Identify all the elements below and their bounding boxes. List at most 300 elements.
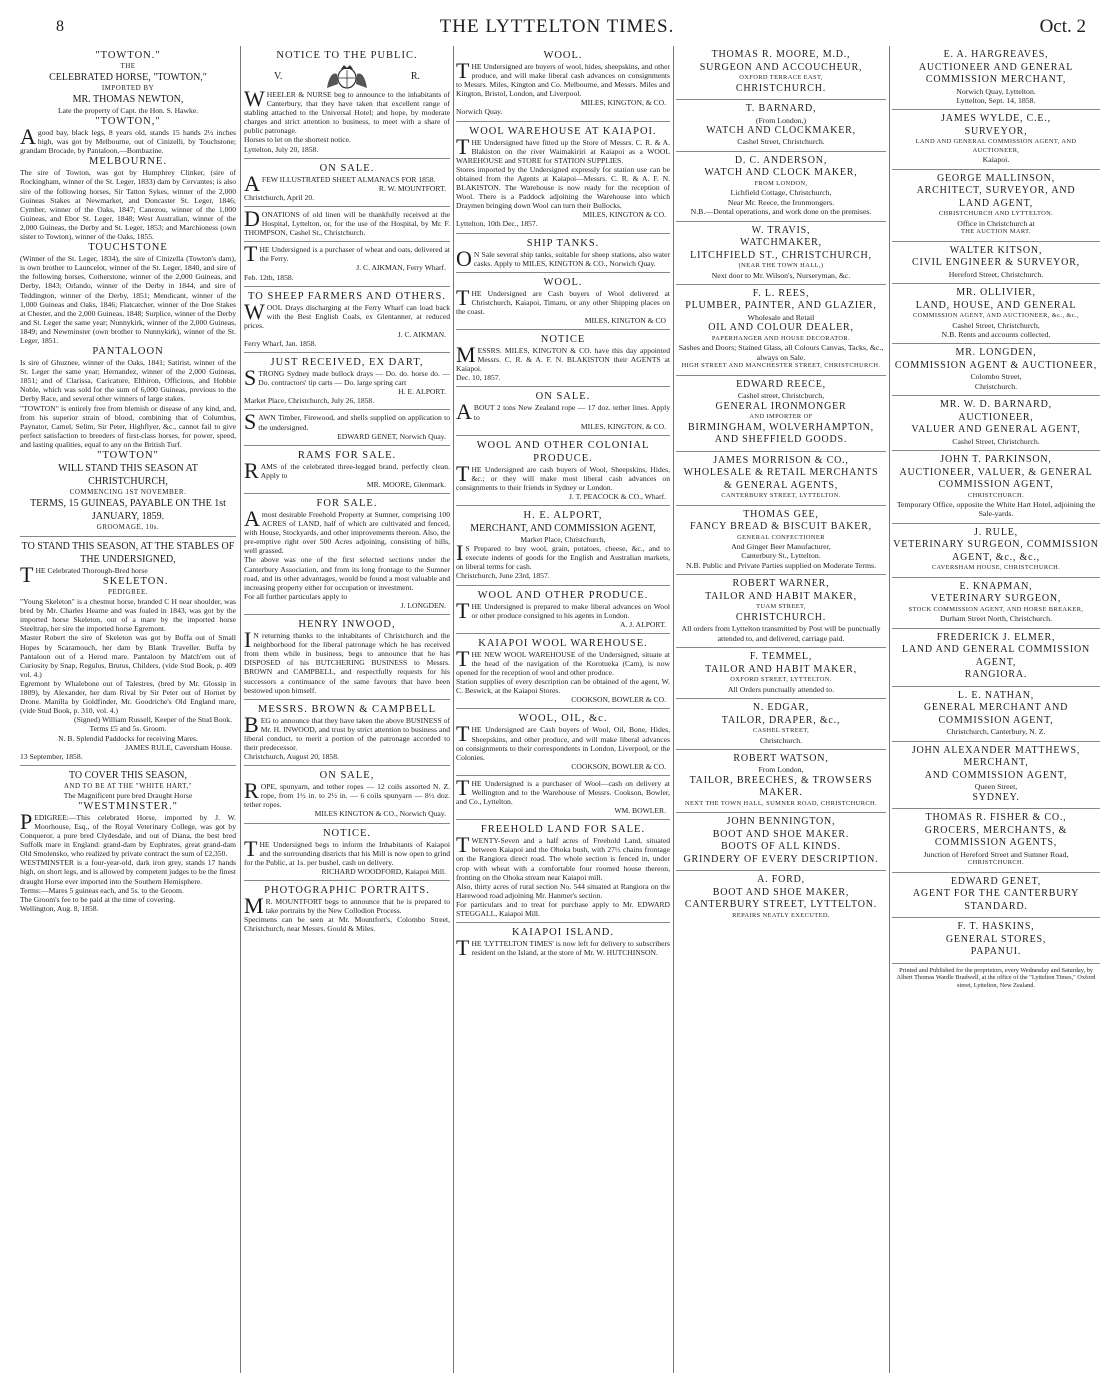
advertisement [456, 234, 670, 273]
body-paragraph: Lyttelton, 10th Dec., 1857. [456, 219, 538, 229]
ad-lead-paragraph: THE Undersigned have fitted up the Store of Messrs. C. R. & A. Blakiston on the river Waimakiriri at Kaiapoi as a WOOL WAREHOUSE and STORE for STATION SUPPLIES. [456, 133, 670, 165]
ad-heading: ON SALE. [319, 162, 375, 174]
advertisement [456, 387, 670, 435]
advertisement [244, 46, 450, 159]
ad-lead-paragraph: THE 'LYTTELTON TIMES' is now left for delivery to subscribers resident on the Island, at the store of Mr. W. HUTCHINSON. [456, 935, 670, 961]
card-heading-line: ROBERT WARNER, [732, 578, 830, 590]
directory-card [892, 284, 1100, 344]
advertisement [456, 330, 670, 387]
card-heading-line: CHRISTCHURCH. [735, 82, 827, 94]
directory-card [676, 222, 886, 285]
card-heading-line: JAMES MORRISON & CO., [713, 454, 849, 466]
card-heading-line: WATCH AND CLOCK MAKER, [704, 167, 858, 179]
card-heading-line: RANGIORA. [964, 669, 1028, 681]
card-heading-line: AGENT, [975, 656, 1017, 668]
card-heading-line: F. L. REES, [752, 287, 810, 299]
card-heading-line: ARCHITECT, SURVEYOR, AND [916, 185, 1076, 197]
ad-lead-paragraph: AFEW ILLUSTRATED SHEET ALMANACS FOR 1858. [244, 170, 436, 196]
card-heading-line: TAILOR AND HABIT MAKER, [705, 590, 857, 602]
ad-heading: KAIAPOI WOOL WAREHOUSE. [478, 637, 648, 649]
small-caps-line: COMMENCING 1ST NOVEMBER. [69, 488, 187, 496]
card-heading-line: LAND AND GENERAL COMMISSION [901, 644, 1091, 656]
ad-heading: NOTICE. [322, 827, 372, 839]
card-text-line: Cashel Street, Christchurch. [952, 436, 1040, 446]
card-text-line: Canterbury St., Lyttelton. [741, 551, 821, 561]
ad-heading: "TOWTON." [95, 50, 161, 61]
advertisement [456, 820, 670, 923]
ad-heading: "TOWTON" [97, 450, 159, 461]
directory-card [676, 100, 886, 152]
card-text-line: Christchurch. [759, 735, 803, 745]
directory-card [892, 809, 1100, 872]
crest-row [244, 62, 450, 90]
card-heading-line: GENERAL STORES, [945, 933, 1047, 945]
crest-right-letter: R. [410, 70, 420, 82]
advertisement [244, 766, 450, 823]
card-heading-line: D. C. ANDERSON, [734, 154, 828, 166]
card-heading-line: FANCY BREAD & BISCUIT BAKER, [690, 521, 872, 533]
body-paragraph: Christchurch, August 20, 1858. [244, 752, 339, 762]
directory-card [892, 578, 1100, 629]
advertisement [244, 159, 450, 207]
ad-heading: JUST RECEIVED, EX DART, [270, 357, 424, 369]
card-small-caps-line: CAVERSHAM HOUSE, CHRISTCHURCH. [931, 564, 1061, 572]
card-text-line: All orders from Lyttelton transmitted by Post will be punctually attended to, and delivered, carriage paid. [681, 624, 881, 643]
advertisement [244, 881, 450, 937]
ad-heading: TO SHEEP FARMERS AND OTHERS. [248, 290, 446, 302]
ad-lead-paragraph: THE Undersigned are Cash buyers of Wool, Oil, Bone, Hides, Sheepskins, and other produce, and will make liberal advances on consignments to their correspondents in London, Liverpool, or the Colonies. [456, 721, 670, 762]
card-heading-line: TAILOR, BREECHES, & TROWSERS MAKER. [689, 774, 873, 799]
advertisement [244, 207, 450, 242]
ad-lead-paragraph: WOOL Drays discharging at the Ferry Wharf can load back with the Best English Coals, ex Glentanner, at reduced prices. [244, 298, 450, 330]
signature-line: J. LONGDEN. [400, 600, 446, 610]
body-paragraph: Stores imported by the Undersigned expressly for station use can be obtained from the Agents at Kaiapoi—Messrs. C. R. & A. F. N. BLAKISTON. The Warehouse is now ready for the reception of Wool. There is a Paddock adjoining the Warehouse into which Draymen bringing down Wool can turn their Bullocks. [456, 164, 670, 211]
signature-line: (Signed) William Russell, Keeper of the Stud Book. [74, 715, 232, 725]
card-text-line: Christchurch. [974, 381, 1018, 391]
ad-lead-paragraph: ROPE, spunyarn, and tether ropes — 12 coils assorted N. Z. rope, from 1½ in. to 2½ in. — 6 coils spunyarn — 8½ doz. tether ropes. [244, 778, 450, 810]
directory-card [892, 451, 1100, 524]
column-rule [673, 46, 674, 1373]
small-caps-line: PEDIGREE. [107, 588, 149, 597]
ad-lead-paragraph: THE Undersigned are cash buyers of Wool, Sheepskins, Hides, &c.; or they will make most liberal cash advances on consignments to their friends in Sydney or London. [456, 460, 670, 492]
card-small-caps-line: COMMISSION AGENT, AND AUCTIONEER, &c., &c., [912, 312, 1079, 320]
card-heading-line: EDWARD REECE, [736, 378, 826, 390]
card-text-line: Cashel Street, Christchurch, [952, 320, 1040, 330]
ad-lead-paragraph: IS Prepared to buy wool, grain, potatoes, cheese, &c., and to execute indents of goods for the English and Australian markets, on liberal terms for cash. [456, 540, 670, 572]
body-paragraph: (Winner of the St. Leger, 1834), the sire of Cinizella (Towton's dam), is own brother to Launcelot, winner of the St. Leger, 1840, and sire of the following horses, Cotherstone, winner of the 2,000 Guineas, and Derby, 1843; Orlando, winner of the Derby in 1844, and sire of Teddington, winner of the Derby, 1851; Mendicant, winner of the 1,000 Guineas and Oaks, 1846; Flatcatcher, winner of the Doe Stakes at Chester, and the 2,000 Guineas, 1848; Surplice, winner of the Derby and St. Leger the same year; Nunnykirk, winner of the 2,000 Guineas, 1849; and Newminster (own brother to Nunnykirk), winner of the St. Leger, 1851. [20, 254, 236, 345]
ad-heading: "WESTMINSTER." [78, 800, 178, 812]
card-heading-line: L. E. NATHAN, [957, 689, 1035, 701]
body-paragraph: "Young Skeleton" is a chestnut horse, branded C H near shoulder, was bred by Mr. Charles Hearne and was foaled in 1843, was got by the imported horse Skeleton, out of a mare by the imported horse Steeltrap, her sire the imported horse Egremont. [20, 597, 236, 634]
signature-line: H. E. ALPORT. [398, 387, 446, 397]
column-5-directory [892, 46, 1100, 1373]
advertisement [456, 273, 670, 330]
ad-lead-paragraph: THE Undersigned is prepared to make liberal advances on Wool or other produce consigned to his agents in London. [456, 597, 670, 623]
card-small-caps-line: CASHEL STREET, [752, 727, 810, 734]
card-heading-line: T. BARNARD, [745, 103, 817, 114]
ad-heading: H. E. ALPORT, [523, 510, 603, 522]
page-header [18, 14, 1096, 40]
ad-heading: SHIP TANKS. [526, 237, 600, 249]
ad-heading: ON SALE. [535, 391, 591, 403]
card-heading-line: GRINDERY OF EVERY DESCRIPTION. [683, 853, 879, 865]
issue-date: Oct. 2 [1039, 16, 1086, 37]
body-paragraph: Also, thirty acres of rural section No. 544 situated at Rangiora on the Harewood road adjoining Mr. Hanmer's section. [456, 881, 670, 900]
centered-note: Market Place, Christchurch, [520, 535, 606, 545]
ad-heading: RAMS FOR SALE. [297, 449, 397, 461]
card-small-caps-line: CHRISTCHURCH AND LYTTELTON. [938, 210, 1054, 218]
card-text-line: Cashel Street, Christchurch. [737, 137, 825, 147]
card-heading-line: F. T. HASKINS, [957, 921, 1035, 932]
crest-left-letter: V. [274, 70, 283, 82]
centered-note: Late the property of Capt. the Hon. S. Hawke. [57, 106, 199, 115]
card-small-caps-line: STOCK COMMISSION AGENT, AND HORSE BREAKER, [908, 605, 1084, 613]
card-text-line: All Orders punctually attended to. [727, 684, 835, 694]
advertisement [456, 46, 670, 122]
page-number: 8 [56, 18, 64, 35]
body-paragraph: Ferry Wharf, Jan. 1858. [244, 338, 317, 348]
directory-card [892, 687, 1100, 742]
advertisement [244, 287, 450, 353]
card-heading-line: COMMISSION MERCHANT, [925, 74, 1067, 85]
body-paragraph: Christchurch, June 23rd, 1857. [456, 571, 550, 581]
signature-line: MILES, KINGTON & CO. [582, 210, 666, 220]
card-heading-line: AND COMMISSION AGENT, [924, 769, 1068, 781]
card-heading-line: MR. W. D. BARNARD, [940, 399, 1052, 411]
centered-line: CELEBRATED HORSE, "TOWTON," [49, 72, 207, 83]
ad-lead-paragraph: PEDIGREE:—This celebrated Horse, imported by J. W. Moorhouse, Esq., of the Royal Veterinary College, was got by Conqueror, a pure bred Clydesdale, and out of Diana, the best bred Suffolk mare in England: grand-dam by Euphrates, great grand-dam Old Smolensko, who realized by private contract the sum of £2,350. [20, 808, 236, 859]
card-small-caps-line: (NEAR THE TOWN HALL,) [738, 262, 824, 270]
card-heading-line: PLUMBER, PAINTER, AND GLAZIER, [685, 300, 877, 312]
ad-lead-paragraph: ABOUT 2 tons New Zealand rope — 17 doz. tether lines. Apply to [456, 399, 670, 425]
ad-heading: HENRY INWOOD, [298, 619, 396, 631]
card-small-caps-line: FROM LONDON, [754, 179, 808, 187]
card-text-line: Near Mr. Reece, the Ironmongers. [727, 197, 835, 207]
advertisement [456, 122, 670, 234]
body-paragraph: Is sire of Ghuznee, winner of the Oaks, 1841; Satirist, winner of the St. Leger the same year; Hernandez, winner of the 2,000 Guineas, 1851; and of Clarissa, Caricature, Elthiron, Officious, and Hobbie Noble, which was sold for the sum of 6,000 Guineas, previous to the Derby Race, and several other winners of large stakes. [20, 358, 236, 404]
card-heading-line: WHOLESALE & RETAIL MERCHANTS [683, 467, 879, 479]
card-text-line: N.B. Rents and accounts collected. [941, 329, 1051, 339]
signature-line: J. C. AIKMAN, Ferry Wharf. [356, 263, 446, 273]
body-paragraph: WESTMINSTER is a four-year-old, dark iron grey, stands 17 hands high, on short legs, and is allowed by competent judges to be the finest draught Horse ever imported into the Southern Hemisphere. [20, 858, 236, 886]
ad-lead-paragraph: THE Undersigned is a purchaser of wheat and oats, delivered at the Ferry. [244, 241, 450, 267]
signature-line: MR. MOORE, Glenmark. [366, 479, 446, 489]
directory-card [676, 152, 886, 222]
card-heading-line: CIVIL ENGINEER & SURVEYOR, [912, 257, 1080, 269]
card-small-caps-line: OXFORD TERRACE EAST, [739, 74, 823, 81]
directory-card [676, 648, 886, 699]
ad-lead-paragraph: MR. MOUNTFORT begs to announce that he is prepared to take portraits by the New Collodion Process. [244, 892, 450, 918]
card-heading-line: E. KNAPMAN, [959, 580, 1033, 592]
ad-heading: PHOTOGRAPHIC PORTRAITS. [264, 884, 430, 896]
card-heading-line: A. FORD, [757, 874, 805, 886]
body-paragraph: Lyttelton, July 20, 1858. [244, 144, 319, 154]
card-heading-line: WATCH AND CLOCKMAKER, [706, 124, 856, 136]
card-small-caps-line: CHRISTCHURCH. [967, 859, 1025, 866]
signature-line: EDWARD GENET, Norwich Quay. [337, 431, 446, 441]
card-heading-line: & GENERAL AGENTS, [723, 479, 839, 491]
card-text-line: N.B. Public and Private Parties supplied on Moderate Terms. [685, 560, 877, 570]
ad-heading: PANTALOON [92, 346, 164, 358]
body-paragraph: Wellington, Aug. 8, 1858. [20, 903, 99, 913]
card-small-caps-line: HIGH STREET AND MANCHESTER STREET, CHRISTCHURCH. [681, 362, 881, 370]
directory-card [676, 699, 886, 750]
advertisement [456, 436, 670, 506]
ad-heading: KAIAPOI ISLAND. [512, 927, 614, 939]
card-text-line: From London, [758, 765, 804, 775]
card-heading-line: GENERAL MERCHANT AND COMMISSION AGENT, [923, 702, 1069, 726]
card-text-line: Office in Christchurch at [957, 218, 1035, 228]
small-caps-line: GROOMAGE, 10s. [96, 523, 160, 531]
signature-line: JAMES RULE, Caversham House. [125, 742, 232, 752]
directory-card [892, 170, 1100, 242]
card-heading-line: CHRISTCHURCH. [735, 611, 827, 623]
card-small-caps-line: REPAIRS NEATLY EXECUTED. [732, 911, 830, 919]
small-caps-line: THE [120, 62, 136, 70]
advertisement [456, 776, 670, 820]
directory-card [676, 871, 886, 924]
ad-lead-paragraph: THE Celebrated Thorough-Bred horse [20, 562, 148, 587]
card-text-line: Christchurch, Canterbury, N. Z. [946, 727, 1046, 737]
ad-lead-paragraph: IN returning thanks to the inhabitants of Christchurch and the neighborhood for the liberal patronage which he has received from them while in business, begs to announce that he has DISPOSED of his BUTCHERING BUSINESS to Messrs. BROWN and CAMPBELL, and respectfully requests for his successors a continuance of the same favours that have been bestowed upon himself. [244, 627, 450, 695]
card-heading-line: FREDERICK J. ELMER, [936, 631, 1056, 643]
card-heading-line: THOMAS R. FISHER & CO., [925, 812, 1067, 824]
body-paragraph: 13 September, 1858. [20, 751, 83, 761]
ad-lead-paragraph: THE Undersigned begs to inform the Inhabitants of Kaiapoi and the surrounding districts that his Mill is now open to grind for the Public, at 1s. per bushel, cash on delivery. [244, 835, 450, 867]
ad-lead-paragraph: SAWN Timber, Firewood, and shells supplied on application to the undersigned. [244, 409, 450, 435]
body-paragraph: The sire of Towton, was got by Humphrey Clinker, (sire of Rockingham, winner of the St. Leger, 1833) dam by Cervantes; is also sire of the following horses, Sir Tatton Sykes, winner of the 2,000 Guineas Stakes at Newmarket, and Doncaster St. Leger, 1846; Cymber, winner of the Oaks, 1847; Canezou, winner of the 1,000 Guineas, and Ebor St. Leger, 1848; West Australian, winner of the 2,000 Guineas, the Derby and St. Leger, 1853; and Marchioness (own sister to Towton), winner of the Oaks, 1855. [20, 168, 236, 242]
column-1 [20, 46, 236, 1373]
advertisement [244, 353, 450, 410]
ad-heading: MESSRS. BROWN & CAMPBELL [257, 703, 437, 715]
card-heading-line: LAND, HOUSE, AND GENERAL [915, 299, 1077, 311]
directory-card [892, 918, 1100, 964]
ad-heading: FOR SALE. [316, 498, 378, 509]
body-paragraph: The above was one of the first selected sections under the Canterbury Association, and from its long frontage to the Sumner road, and its other advantages, would be found a most valuable and increasing property either for occupation or investment. [244, 555, 450, 592]
centered-line: MERCHANT, AND COMMISSION AGENT, [470, 523, 656, 535]
column-rule [453, 46, 454, 1373]
advertisement [244, 446, 450, 494]
ad-lead-paragraph: Agood bay, black legs, 8 years old, stands 15 hands 2½ inches high, was got by Melbourne, out of Cinizelli, by Touchstone; grandam Brocade, by Pantaloon,—Bombazine. [20, 124, 236, 156]
card-text-line: And Ginger Beer Manufacturer, [731, 542, 831, 552]
card-small-caps-line: GENERAL CONFECTIONER [737, 533, 825, 541]
card-heading-line: VALUER AND GENERAL AGENT, [911, 424, 1081, 436]
column-rule [889, 46, 890, 1373]
card-heading-line: THOMAS R. MOORE, M.D., [711, 49, 851, 60]
card-heading-line: J. RULE, [974, 526, 1018, 538]
centered-note: The Magnificent pure bred Draught Horse [63, 790, 193, 800]
advertisement [244, 410, 450, 445]
card-text-line: Norwich Quay, Lyttelton. [956, 86, 1036, 96]
card-heading-line: THOMAS GEE, [743, 508, 819, 520]
card-heading-line: TAILOR AND HABIT MAKER, [705, 663, 857, 675]
ad-heading: SKELETON. [102, 576, 169, 588]
ad-heading: WOOL AND OTHER COLONIAL PRODUCE. [476, 439, 650, 464]
card-heading-line: JOHN BENNINGTON, [726, 816, 836, 828]
card-heading-line: MERCHANT, [963, 757, 1029, 769]
signature-line: A. J. ALPORT. [619, 619, 666, 629]
advertisement [456, 506, 670, 585]
card-small-caps-line: LAND AND GENERAL COMMISSION AGENT, AND AUCTIONEER, [915, 138, 1077, 154]
advertisement [20, 766, 236, 917]
card-small-caps-line: NEXT THE TOWN HALL, SUMNER ROAD, CHRISTCHURCH. [684, 799, 878, 807]
ad-lead-paragraph: ON Sale several ship tanks, suitable for sheep stations, also water casks. Apply to MILES, KINGTON & CO., Norwich Quay. [456, 245, 670, 271]
card-small-caps-line: AND IMPORTER OF [749, 413, 813, 421]
column-rule [240, 46, 241, 1373]
signature-line: RICHARD WOODFORD, Kaiapoi Mill. [321, 866, 446, 876]
card-text-line: N.B.—Dental operations, and work done on the premises. [690, 207, 872, 217]
card-heading-line: EDWARD GENET, [950, 875, 1042, 887]
ad-lead-paragraph: WHEELER & NURSE beg to announce to the inhabitants of Canterbury, that they have taken that excellent range of stabling attached to the Universal Hotel; and hope, by moderate charges and strict attention to business, to meet with a share of public patronage. [244, 86, 450, 136]
signature-line: WM. BOWLER. [614, 806, 666, 816]
directory-card [676, 285, 886, 376]
body-paragraph: Station supplies of every description can be obtained of the agent, W. C. Beswick, at the Kaiapoi Stores. [456, 677, 670, 696]
card-heading-line: STANDARD. [964, 900, 1028, 912]
card-text-line: Cashel street, Christchurch, [737, 391, 825, 401]
card-text-line: Temporary Office, opposite the White Hart Hotel, adjoining the Sale-yards. [896, 500, 1096, 519]
card-heading-line: MR. OLLIVIER, [956, 287, 1036, 299]
body-paragraph: For all further particulars apply to [244, 591, 348, 601]
card-heading-line: GROCERS, MERCHANTS, & COMMISSION AGENTS, [924, 824, 1068, 849]
signature-line: J. C. AIKMAN. [397, 329, 446, 339]
card-text-line: Junction of Hereford Street and Sumner Road, [923, 849, 1069, 859]
signature-line: COOKSON, BOWLER & CO. [571, 695, 666, 705]
body-paragraph: Norwich Quay. [456, 107, 503, 117]
card-heading-line: AGENT FOR THE CANTERBURY [912, 888, 1080, 899]
directory-card [676, 813, 886, 871]
ad-heading: NOTICE [540, 334, 586, 346]
ad-heading: WOOL, OIL, &c. [518, 713, 608, 725]
card-heading-line: GENERAL IRONMONGER [715, 400, 847, 412]
card-heading-line: E. A. HARGREAVES, [943, 49, 1049, 60]
ad-heading: "TOWTON," [95, 116, 161, 128]
card-text-line: Queen Street, [974, 782, 1018, 792]
card-text-line: Colombo Street, [970, 372, 1022, 382]
ad-lead-paragraph: THE Undersigned are Cash buyers of Wool delivered at Christchurch, Kaiapoi, Timaru, or any other Shipping places on the coast. [456, 284, 670, 316]
card-heading-line: BOOT AND SHOE MAKER, [712, 886, 850, 898]
card-heading-line: SYDNEY. [972, 791, 1020, 803]
card-heading-line: F. TEMMEL, [749, 651, 813, 663]
ad-lead-paragraph: DONATIONS of old linen will be thankfully received at the Hospital, Lyttelton, or, for the use of the Hospital, by Mr. F. THOMPSON, Cashel St., Christchurch. [244, 205, 450, 238]
card-heading-line: BIRMINGHAM, WOLVERHAMPTON, [688, 421, 874, 433]
body-paragraph: The Groom's fee to be paid at the time of covering. [20, 894, 176, 904]
card-text-line: Lichfield Cottage, Christchurch, [730, 188, 832, 198]
card-text-line: (From London,) [755, 115, 807, 125]
centered-line: MR. THOMAS NEWTON, [72, 94, 184, 105]
column-3 [456, 46, 670, 1373]
body-paragraph: Dec. 10, 1857. [456, 373, 501, 383]
ad-heading: WOOL. [543, 50, 583, 61]
signature-line: R. W. MOUNTFORT. [378, 183, 446, 193]
ad-lead-paragraph: BEG to announce that they have taken the above BUSINESS of Mr. H. INWOOD, and trust by strict attention to business and liberal conduct, to merit a portion of the patronage accorded to their predecessor. [244, 711, 450, 752]
ad-lead-paragraph: Amost desirable Freehold Property at Sumner, comprising 100 ACRES of LAND, half of which are cultivated and fenced, with House, Stockyards, and other improvements thereon. Also, the pre-emptive right over 500 Acres adjoining, consisting of hills, well grassed. [244, 506, 450, 556]
ad-heading: WOOL AND OTHER PRODUCE. [477, 589, 649, 601]
ad-lead-paragraph: MESSRS. MILES, KINGTON & CO. have this day appointed Messrs. C. R. & A. F. N. BLAKISTON their AGENTS at Kaiapoi. [456, 342, 670, 374]
card-text-line: Kaiapoi. [982, 155, 1010, 165]
card-small-caps-line: TUAM STREET, [756, 603, 806, 611]
ad-heading: FREEHOLD LAND FOR SALE. [480, 824, 646, 836]
body-paragraph: Master Robert the sire of Skeleton was got by Buffa out of Small Hopes by Scaramouch, her dam by Blank Traveller. Buffa by Pantaloon out of a Herod mare. Pantaloon by Match'em out of Curiosity by Snap, Regulus, Brutus, Childers, (vide Stud Book, p. 409 vol. 4.) [20, 633, 236, 679]
body-paragraph: "TOWTON" is entirely free from blemish or disease of any kind, and, from his superior strain of blood, combining that of Columbus, Paynator, Camel, Selim, Sir Peter, Highflyer, &c., cannot fail to give perfect satisfaction to breeders of first-class horses, for power, speed, and lasting qualities, equal to any on the British Turf. [20, 403, 236, 449]
ad-heading: TOUCHSTONE [88, 242, 168, 254]
card-heading-line: JAMES WYLDE, C.E., [941, 113, 1051, 125]
card-text-line: Next door to Mr. Wilson's, Nurseryman, &c. [711, 270, 851, 280]
card-heading-line: AND SHEFFIELD GOODS. [714, 434, 848, 446]
body-paragraph: Terms:—Mares 5 guineas each, and 5s. to the Groom. [20, 885, 184, 895]
card-text-line: Hereford Street, Christchurch. [948, 269, 1044, 279]
card-heading-line: VETERINARY SURGEON, COMMISSION [893, 539, 1099, 551]
card-small-caps-line: CANTERBURY STREET, LYTTELTON. [721, 492, 841, 500]
card-heading-line: BOOTS OF ALL KINDS. [721, 841, 841, 853]
card-text-line: Wholesale and Retail [747, 312, 815, 322]
signature-line: COOKSON, BOWLER & CO. [571, 761, 666, 771]
directory-card [892, 344, 1100, 396]
ad-heading: ON SALE, [319, 770, 375, 782]
card-heading-line: AUCTIONEER AND GENERAL [918, 61, 1074, 73]
card-small-caps-line: THE AUCTION MART. [960, 228, 1032, 236]
card-heading-line: PAPANUI. [970, 946, 1022, 957]
card-heading-line: COMMISSION AGENT & AUCTIONEER, [894, 359, 1098, 371]
card-heading-line: BOOT AND SHOE MAKER. [712, 828, 850, 840]
card-heading-line: GEORGE MALLINSON, [936, 172, 1056, 184]
signature-line: J. T. PEACOCK & CO., Wharf. [568, 492, 666, 501]
card-heading-line: MR. LONGDEN, [955, 347, 1037, 359]
ad-lead-paragraph: TWENTY-Seven and a half acres of Freehold Land, situated between Kaiapoi and the Ohoka bush, with 27½ chains frontage on the Rangiora direct road. The whole section is fenced in, under crop with wheat with a comfortable four roomed house thereon, fronting on the Ohoka stream near Kaiapoi mill. [456, 832, 670, 882]
centered-line: TO COVER THIS SEASON, [69, 769, 187, 781]
directory-card [892, 524, 1100, 578]
directory-card [892, 242, 1100, 284]
card-heading-line: LITCHFIELD ST., CHRISTCHURCH, [690, 249, 872, 261]
ad-heading: MELBOURNE. [89, 156, 167, 168]
body-paragraph: Christchurch, April 20. [244, 192, 315, 202]
card-heading-line: VETERINARY SURGEON, [930, 593, 1062, 605]
royal-crest-icon [321, 62, 373, 90]
card-small-caps-line: CHRISTCHURCH. [967, 491, 1025, 499]
advertisement [244, 242, 450, 286]
centered-note: N. B. Splendid Paddocks for receiving Mares. [58, 733, 198, 743]
card-heading-line: ROBERT WATSON, [733, 752, 829, 764]
signature-line: MILES, KINGTON, & CO. [580, 98, 666, 108]
ad-heading: NOTICE TO THE PUBLIC. [276, 50, 418, 61]
signature-line: MILES, KINGTON & CO [584, 315, 666, 325]
card-heading-line: TAILOR, DRAPER, &c., [721, 714, 841, 726]
directory-card [892, 873, 1100, 919]
ad-heading: WOOL WAREHOUSE AT KAIAPOI. [469, 125, 657, 137]
small-caps-line: AND TO BE AT THE "WHITE HART," [63, 781, 193, 790]
advertisement [20, 537, 236, 766]
advertisement [456, 586, 670, 634]
card-heading-line: AGENT, &c., &c., [952, 551, 1040, 563]
card-heading-line: WALTER KITSON, [949, 244, 1043, 256]
card-heading-line: W. TRAVIS, [751, 224, 811, 236]
directory-card [892, 110, 1100, 169]
card-text-line: Durham Street North, Christchurch. [940, 614, 1052, 624]
directory-card [892, 629, 1100, 687]
card-heading-line: OIL AND COLOUR DEALER, [708, 322, 854, 334]
card-heading-line: WATCHMAKER, [740, 237, 822, 249]
advertisement [244, 615, 450, 700]
signature-line: MILES, KINGTON, & CO. [580, 421, 666, 431]
card-text-line: Sashes and Doors; Stained Glass, all Colours Canvas, Tacks, &c., always on Sale. [678, 343, 884, 362]
ad-lead-paragraph: THE Undersigned are buyers of wool, hides, sheepskins, and other produce, and will make liberal cash advances on consignments to Messrs. Miles, Kington and Co. Melbourne, and Messrs. Miles and Kington, Bristol, London, and Liverpool. [456, 58, 670, 99]
card-heading-line: JOHN ALEXANDER MATTHEWS, [911, 744, 1081, 756]
card-heading-line: SURVEYOR, [964, 125, 1028, 137]
card-small-caps-line: PAPERHANGER AND HOUSE DECORATOR. [711, 334, 851, 342]
card-heading-line: N. EDGAR, [752, 702, 810, 713]
card-heading-line: COMMISSION AGENT, [938, 479, 1054, 491]
ad-lead-paragraph: THE NEW WOOL WAREHOUSE of the Undersigned, situate at the head of the navigation of the Korotueka (Cam), is now opened for the reception of wool and other produce. [456, 645, 670, 678]
column-4-directory [676, 46, 886, 1373]
